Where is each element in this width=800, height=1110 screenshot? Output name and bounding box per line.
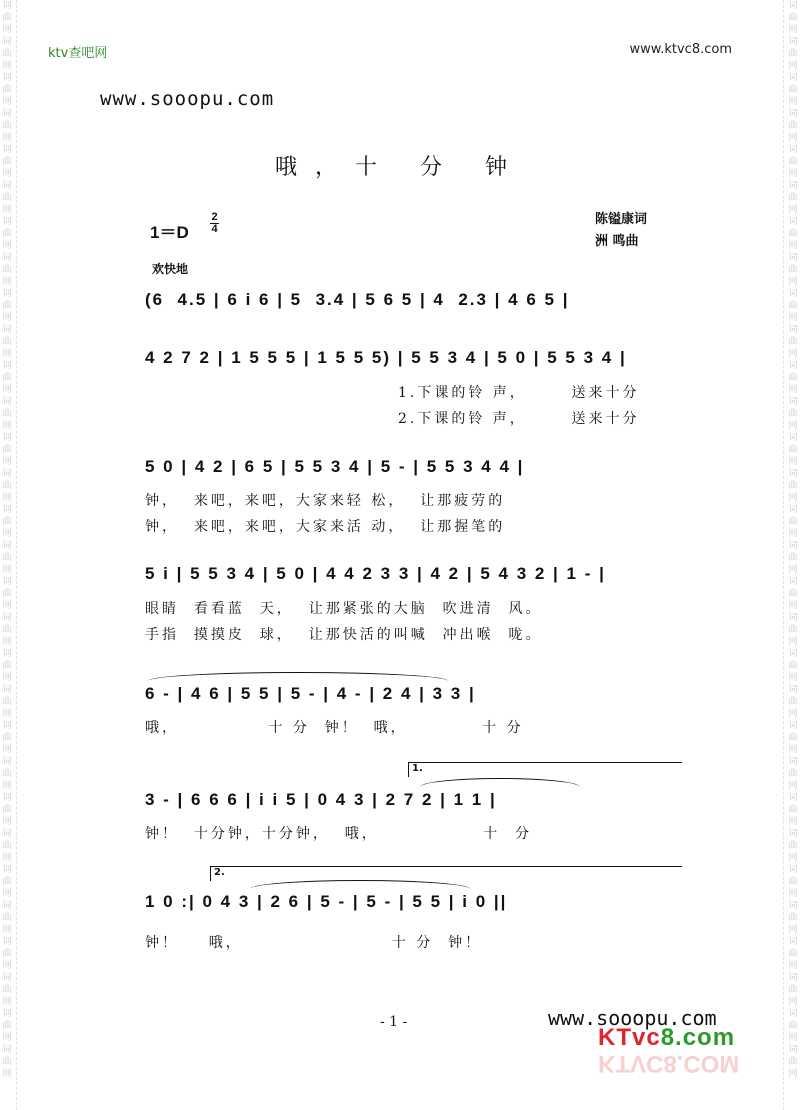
- notes-row-1: (6 4.5 | 6 i 6 | 5 3.4 | 5 6 5 | 4 2.3 | 4 6 5 |: [145, 290, 570, 309]
- key-signature: 1＝D: [150, 223, 189, 242]
- notes-row-6: 3 - | 6 6 6 | i i 5 | 0 4 3 | 2 7 2 | 1 1 |: [145, 790, 497, 809]
- lyric-row-7: 钟！ 哦， 十 分 钟！: [145, 935, 483, 951]
- left-watermark-strip: 词曲网词曲网词曲网词曲网词曲网词曲网词曲网词曲网词曲网词曲网词曲网词曲网词曲网词曲网词曲网词曲网词曲网词曲网词曲网词曲网词曲网词曲网词曲网词曲网词曲网词曲网词曲网词曲网词曲网词曲网: [2, 1, 12, 1079]
- site-url-top: www.sooopu.com: [100, 88, 275, 110]
- site-logo: [598, 1024, 748, 1080]
- lyric-row-5: 哦， 十 分 钟！ 哦， 十 分: [145, 720, 524, 736]
- lyric-row-4-verse-2: 手指 摸摸皮 球， 让那快活的叫喊 冲出喉 咙。: [145, 627, 543, 643]
- score-row-1: [145, 286, 685, 320]
- volta-second-ending: 2.: [210, 866, 682, 881]
- composer-credit: 洲 鸣曲: [595, 234, 639, 249]
- logo-text-green: 8.com: [660, 1024, 736, 1051]
- site-url-bottom: www.sooopu.com: [548, 1006, 717, 1030]
- score-row-4: [145, 560, 685, 594]
- lyric-row-3-verse-1: 钟， 来吧，来吧，大家来轻 松， 让那疲劳的: [145, 493, 506, 509]
- header-site-url[interactable]: www.ktvc8.com: [629, 42, 732, 57]
- score-row-3: [145, 453, 685, 487]
- notes-row-5: 6 - | 4 6 | 5 5 | 5 - | 4 - | 2 4 | 3 3 |: [145, 684, 476, 703]
- lyric-row-3-verse-2: 钟， 来吧，来吧，大家来活 动， 让那握笔的: [145, 519, 506, 535]
- page-number: - 1 -: [380, 1014, 408, 1030]
- right-watermark-strip: 词曲网词曲网词曲网词曲网词曲网词曲网词曲网词曲网词曲网词曲网词曲网词曲网词曲网词曲网词曲网词曲网词曲网词曲网词曲网词曲网词曲网词曲网词曲网词曲网词曲网词曲网词曲网词曲网词曲网词曲网: [788, 1, 798, 1079]
- volta-first-ending: 1.: [408, 762, 682, 777]
- notes-row-3: 5 0 | 4 2 | 6 5 | 5 5 3 4 | 5 - | 5 5 3 4 4 |: [145, 457, 525, 476]
- lyric-row-2-verse-2: 2.下课的铃 声， 送来十分: [398, 411, 640, 427]
- score-row-7: [145, 888, 685, 922]
- logo-text: [598, 1024, 748, 1052]
- score-row-6: [145, 786, 685, 820]
- notes-row-7: 1 0 :| 0 4 3 | 2 6 | 5 - | 5 - | 5 5 | i 0 ||: [145, 892, 508, 911]
- header-site-name[interactable]: ktv查吧网: [48, 46, 108, 61]
- notes-row-4: 5 i | 5 5 3 4 | 5 0 | 4 4 2 3 3 | 4 2 | 5 4 3 2 | 1 - |: [145, 564, 606, 583]
- notes-row-2: 4 2 7 2 | 1 5 5 5 | 1 5 5 5) | 5 5 3 4 | 5 0 | 5 5 3 4 |: [145, 348, 627, 367]
- lyric-row-4-verse-1: 眼睛 看看蓝 天， 让那紧张的大脑 吹进清 风。: [145, 601, 543, 617]
- logo-text-red: KTvc: [598, 1024, 661, 1051]
- time-signature: [210, 212, 219, 235]
- lyric-row-6: 钟！ 十分钟，十分钟， 哦， 十 分: [145, 826, 533, 842]
- lyric-row-2-verse-1: 1.下课的铃 声， 送来十分: [398, 385, 640, 401]
- song-title: 哦，十 分 钟: [275, 155, 525, 180]
- score-row-5: [145, 680, 685, 714]
- logo-reflection: KTVC8.COM: [598, 1050, 740, 1077]
- tempo-marking: 欢快地: [152, 262, 189, 276]
- time-sig-top: 2: [211, 211, 218, 223]
- time-sig-bottom: 4: [211, 223, 218, 235]
- score-row-2: [145, 344, 685, 378]
- lyricist-credit: 陈镒康词: [595, 212, 648, 227]
